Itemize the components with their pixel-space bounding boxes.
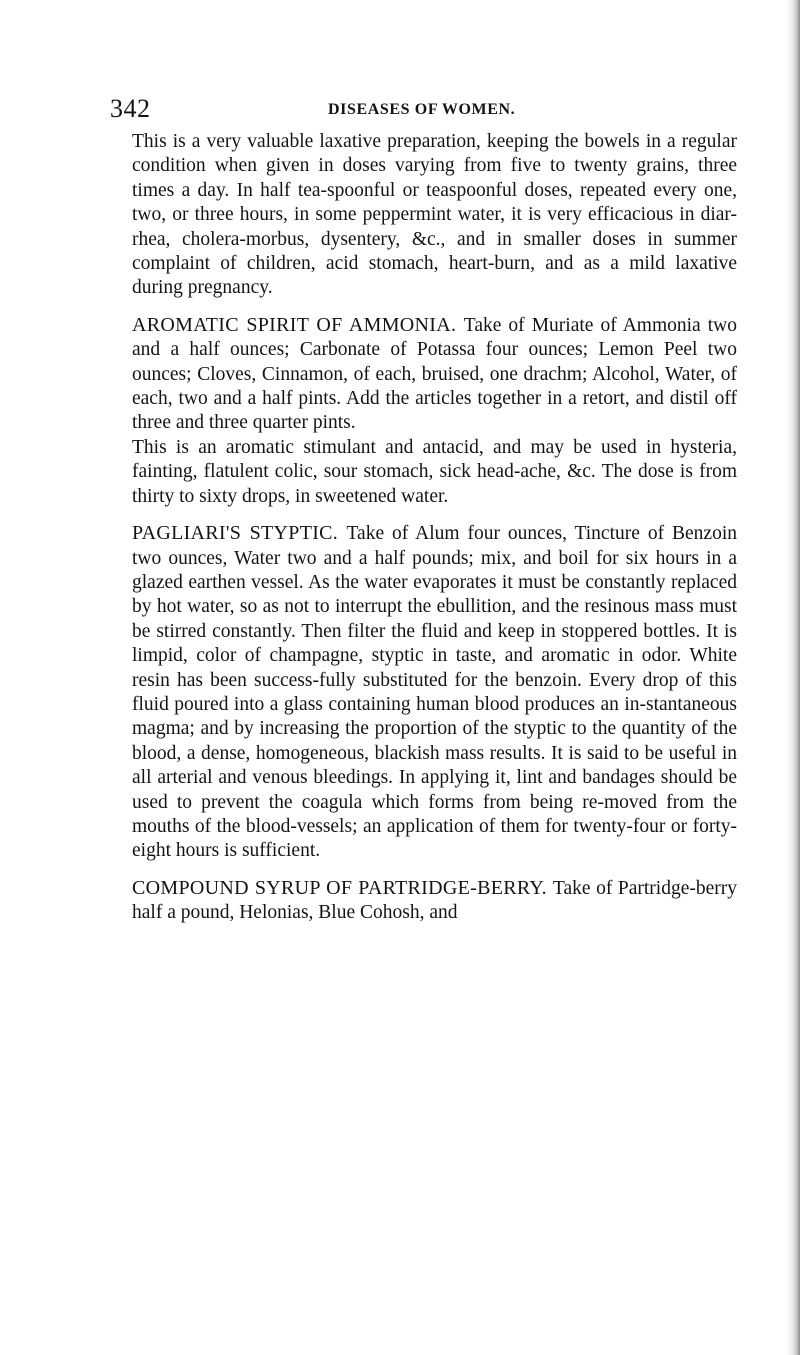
running-head: DISEASES OF WOMEN. [328,101,516,118]
paragraph-text: Take of Partridge-berry half a pound, Helonias, Blue Cohosh, and [132,877,737,924]
paragraph-aromatic-usage [132,436,737,509]
paragraph-text: Take of Alum four ounces, Tincture of Benzoin two ounces, Water two and a half pounds; mix, and boil for six hours in a glazed earthen vessel. As the water evaporates it must be constantly replaced by hot water, so as not to interrupt the ebullition, and the resinous mass must be stirred constantly. Then filter the fluid and keep in stoppered bottles. It is limpid, color of champagne, styptic in taste, and aromatic in odor. White resin has been success-fully substituted for the benzoin. Every drop of this fluid poured into a glass containing human blood produces an in-stantaneous magma; and by increasing the proportion of the styptic to the quantity of the blood, a dense, homogeneous, blackish mass results. It is said to be useful in all arterial and venous bleedings. In applying it, lint and bandages should be used to prevent the coagula which forms from being re-moved from the mouths of the blood-vessels; an application of them for twenty-four or forty-eight hours is sufficient. [132,523,738,862]
paragraph-text: This is a very valuable laxative preparation, keeping the bowels in a regular condition when given in doses varying from five to twenty grains, three times a day. In half tea-spoonful or teaspoonful doses, repeated every one, two, or three hours, in some peppermint water, it is very efficacious in diar-rhea, cholera-morbus, dysentery, &c., and in smaller doses in summer complaint of children, acid stomach, heart-burn, and as a mild laxative during pregnancy. [132,131,737,299]
page-number: 342 [110,94,151,123]
page-edge-shadow [786,0,800,1355]
recipe-heading: AROMATIC SPIRIT OF AMMONIA. [132,313,464,336]
paragraph-text: This is an aromatic stimulant and antacid, and may be used in hysteria, fainting, flatulent colic, sour stomach, sick head-ache, &c. The dose is from thirty to sixty drops, in sweetened water. [132,436,737,507]
recipe-heading: PAGLIARI'S STYPTIC. [132,522,347,545]
paragraph-laxative [132,130,737,301]
paragraph-partridge-berry [132,876,737,926]
body-text [132,130,737,926]
paragraph-pagliari-styptic [132,521,737,864]
paragraph-text: Take of Muriate of Ammonia two and a half ounces; Carbonate of Potassa four ounces; Lemon Peel two ounces; Cloves, Cinnamon, of each, bruised, one drachm; Alcohol, Water, of each, two and a half pints. Add the articles together in a retort, and distil off three and three quarter pints. [132,314,737,434]
recipe-heading: COMPOUND SYRUP OF PARTRIDGE-BERRY. [132,876,553,899]
page-header [110,94,750,124]
paragraph-aromatic-spirit [132,313,737,436]
